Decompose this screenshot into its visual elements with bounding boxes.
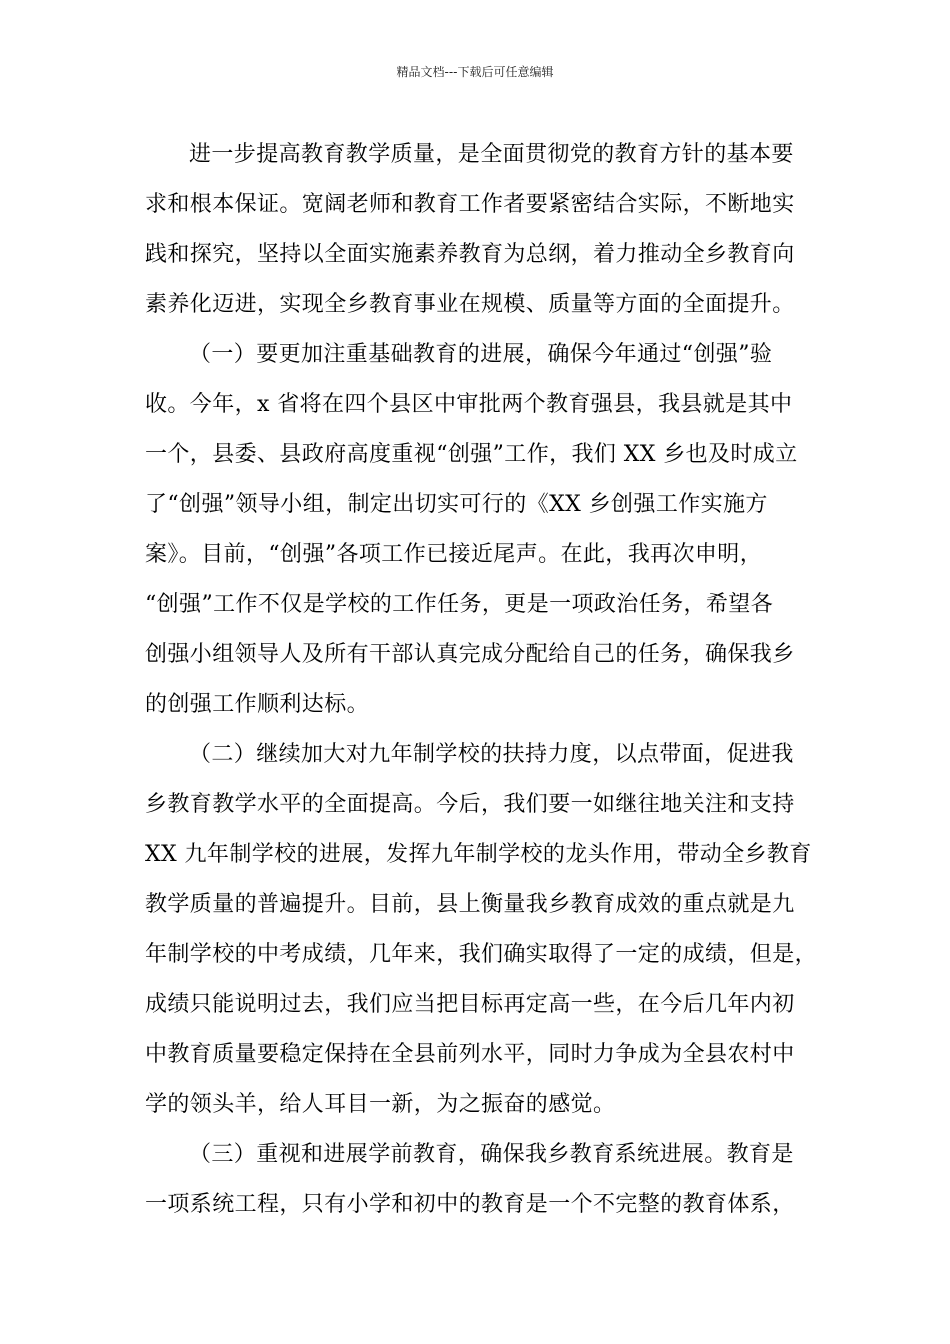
paragraph-1 [145,130,811,330]
text-line: 收。今年，x 省将在四个县区中审批两个教育强县，我县就是其中 [145,392,793,417]
text-line: 一个，县委、县政府高度重视“创强”工作，我们 XX 乡也及时成立 [145,442,798,467]
text-line: 了“创强”领导小组，制定出切实可行的《XX 乡创强工作实施方 [145,492,768,517]
text-line: 教学质量的普遍提升。目前，县上衡量我乡教育成效的重点就是九 [145,892,795,917]
text-line: 中教育质量要稳定保持在全县前列水平，同时力争成为全县农村中 [145,1042,795,1067]
text-line: 年制学校的中考成绩，几年来，我们确实取得了一定的成绩，但是， [145,942,818,967]
text-line: XX 九年制学校的进展，发挥九年制学校的龙头作用，带动全乡教育 [145,842,812,867]
text-line: 乡教育教学水平的全面提高。今后，我们要一如继往地关注和支持 [145,792,795,817]
text-line: 学的领头羊，给人耳目一新，为之振奋的感觉。 [145,1092,616,1117]
text-line: 一项系统工程，只有小学和初中的教育是一个不完整的教育体系， [145,1192,795,1217]
text-line: （二）继续加大对九年制学校的扶持力度，以点带面，促进我 [189,742,794,767]
text-line: 成绩只能说明过去，我们应当把目标再定高一些，在今后几年内初 [145,992,795,1017]
text-line: 的创强工作顺利达标。 [145,692,370,717]
text-line: （三）重视和进展学前教育，确保我乡教育系统进展。教育是 [189,1142,794,1167]
text-line: 进一步提高教育教学质量，是全面贯彻党的教育方针的基本要 [189,142,794,167]
text-line: （一）要更加注重基础教育的进展，确保今年通过“创强”验 [189,342,773,367]
paragraph-3 [145,730,818,1130]
text-line: 创强小组领导人及所有干部认真完成分配给自己的任务，确保我乡 [145,642,795,667]
page-header: 精品文档---下载后可任意编辑 [396,65,554,79]
text-line: 践和探究，坚持以全面实施素养教育为总纲，着力推动全乡教育向 [145,242,795,267]
document-body [145,130,818,1230]
text-line: 案》。目前，“创强”各项工作已接近尾声。在此，我再次申明， [145,542,763,567]
paragraph-4 [145,1130,811,1230]
text-line: 素养化迈进，实现全乡教育事业在规模、质量等方面的全面提升。 [145,292,795,317]
paragraph-2 [145,330,811,730]
text-line: 求和根本保证。宽阔老师和教育工作者要紧密结合实际，不断地实 [145,192,795,217]
text-line: “创强”工作不仅是学校的工作任务，更是一项政治任务，希望各 [145,592,774,617]
